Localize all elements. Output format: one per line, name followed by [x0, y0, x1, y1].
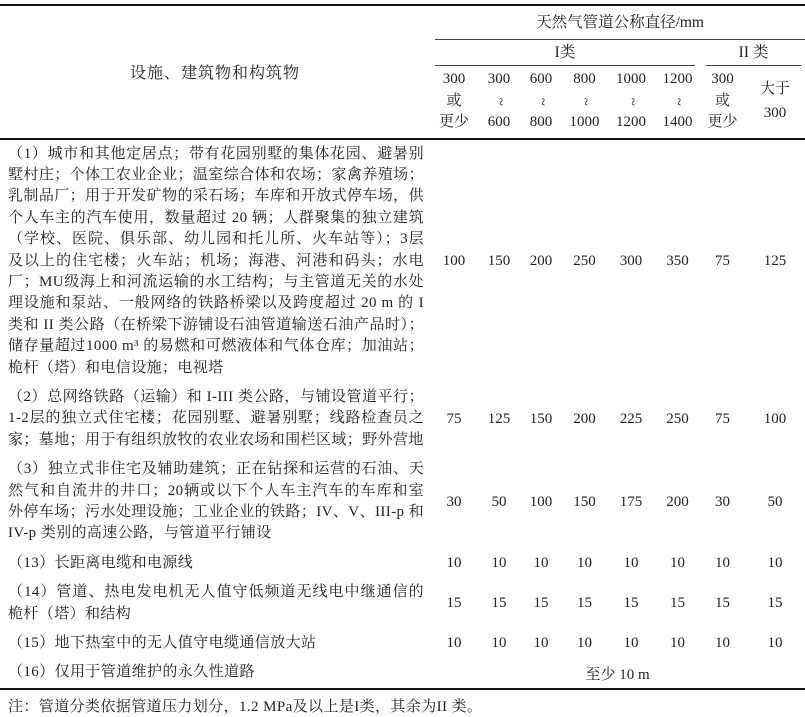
- value-cell: 225: [619, 410, 643, 427]
- subcol-800-1000: 800 ~ 1000: [562, 66, 607, 139]
- value-cell: 100: [529, 493, 553, 510]
- row-label: （3）独立式非住宅及辅助建筑；正在钻探和运营的石油、天然气和自流井的井口；20辆或以下个人车主汽车的车库和室外停车场；污水处理设施；工业企业的铁路；IV、V、III-p 和 IV-p 类别的高速公路，与管道平行铺设: [8, 461, 424, 542]
- value-cell: 10: [446, 635, 462, 652]
- value-cell: 15: [715, 595, 730, 612]
- range-tilde-icon: ~: [670, 97, 687, 106]
- row-label: （15）地下热室中的无人值守电缆通信放大站: [8, 635, 317, 652]
- value-cell: 10: [623, 635, 639, 652]
- value-cell: 125: [763, 252, 787, 269]
- value-cell: 15: [623, 595, 639, 612]
- subcol-over-300: 大于 300: [745, 66, 805, 139]
- value-cell: 10: [715, 635, 730, 652]
- value-cell: 10: [623, 555, 639, 572]
- merged-value-cell: 至少 10 m: [430, 658, 805, 688]
- pipeline-clearance-table: [0, 4, 805, 690]
- value-cell: 10: [491, 555, 507, 572]
- range-tilde-icon: ~: [491, 97, 508, 106]
- value-cell: 15: [491, 595, 507, 612]
- value-cell: 150: [487, 252, 511, 269]
- value-cell: 10: [533, 635, 549, 652]
- class2-group-header: [700, 40, 805, 66]
- value-cell: 150: [529, 410, 553, 427]
- facility-column-header: 设施、建筑物和构筑物: [0, 5, 430, 139]
- value-cell: 10: [767, 635, 783, 652]
- value-cell: 15: [670, 595, 685, 612]
- subcol-1000-1200: 1000 ~ 1200: [607, 66, 655, 139]
- row-label: （1）城市和其他定居点；带有花园别墅的集体花园、避暑别墅村庄；个体工农业企业；温室综合体和农场；家禽养殖场；乳制品厂；用于开发矿物的采石场；车库和开放式停车场，供个人车主的汽车使用，数量超过 20 辆；人群聚集的独立建筑（学校、医院、俱乐部、幼儿园和托儿所、火车站等）；3层及以上的住宅楼；火车站；机场；海港、河港和码头；水电厂；MU级海上和河流运输的水工结构；与主管道无关的水处理设施和泵站、一般网络的铁路桥梁以及跨度超过 20 m 的 I 类和 II 类公路（在桥梁下游铺设石油管道输送石油产品时）；储存量超过1000 m³ 的易燃和可燃液体和气体仓库；加油站；桅杆（塔）和电信设施；电视塔: [8, 145, 424, 376]
- subcol-300-or-less-1: 300 或 更少: [430, 66, 478, 139]
- value-cell: 250: [573, 252, 596, 269]
- value-cell: 30: [446, 493, 462, 510]
- value-cell: 10: [670, 555, 685, 572]
- class1-label: I类: [435, 40, 695, 66]
- value-cell: 10: [670, 635, 685, 652]
- value-cell: 15: [577, 595, 592, 612]
- value-cell: 15: [767, 595, 783, 612]
- value-cell: 75: [715, 410, 730, 427]
- value-cell: 30: [715, 493, 730, 510]
- table-row-1: [0, 139, 805, 383]
- value-cell: 300: [619, 252, 643, 269]
- value-cell: 200: [573, 410, 596, 427]
- table-row-15: [0, 629, 805, 658]
- value-cell: 10: [767, 555, 783, 572]
- subcol-300-600: 300 ~ 600: [478, 66, 520, 139]
- value-cell: 200: [529, 252, 553, 269]
- value-cell: 50: [767, 493, 783, 510]
- value-cell: 75: [715, 252, 730, 269]
- value-cell: 15: [533, 595, 549, 612]
- value-cell: 10: [715, 555, 730, 572]
- diameter-span-header: [430, 5, 805, 40]
- value-cell: 15: [446, 595, 462, 612]
- value-cell: 50: [491, 493, 507, 510]
- row-label: （2）总网络铁路（运输）和 I-III 类公路，与铺设管道平行；1-2层的独立式住宅楼；花园别墅、避暑别墅；线路检查员之家；墓地；用于有组织放牧的农业农场和围栏区域；野外营地: [8, 388, 424, 448]
- value-cell: 125: [487, 410, 511, 427]
- value-cell: 350: [666, 252, 689, 269]
- table-row-14: [0, 578, 805, 629]
- value-cell: 175: [619, 493, 643, 510]
- row-label: （13）长距离电缆和电源线: [8, 554, 194, 571]
- table-row-13: [0, 549, 805, 578]
- value-cell: 10: [491, 635, 507, 652]
- table-note: 注：管道分类依据管道压力划分，1.2 MPa及以上是I类，其余为II 类。: [8, 698, 483, 715]
- value-cell: 10: [446, 555, 462, 572]
- value-cell: 250: [666, 410, 689, 427]
- value-cell: 150: [573, 493, 596, 510]
- value-cell: 75: [446, 410, 462, 427]
- value-cell: 10: [577, 555, 592, 572]
- value-cell: 10: [577, 635, 592, 652]
- diameter-span-title: 天然气管道公称直径/mm: [435, 6, 805, 40]
- subcol-1200-1400: 1200 ~ 1400: [655, 66, 700, 139]
- range-tilde-icon: ~: [533, 97, 550, 106]
- range-tilde-icon: ~: [623, 97, 640, 106]
- table-row-3: [0, 455, 805, 549]
- table-row-2: [0, 383, 805, 455]
- row-label: （16）仅用于管道维护的永久性道路: [0, 658, 430, 688]
- value-cell: 10: [533, 555, 549, 572]
- value-cell: 100: [763, 410, 787, 427]
- class1-group-header: [430, 40, 700, 66]
- subcol-600-800: 600 ~ 800: [520, 66, 562, 139]
- row-label: （14）管道、热电发电机无人值守低频道无线电中继通信的桅杆（塔）和结构: [8, 584, 424, 622]
- subcol-300-or-less-2: 300 或 更少: [700, 66, 745, 139]
- class2-label: II 类: [706, 40, 801, 66]
- value-cell: 100: [442, 252, 466, 269]
- table-row-16: [0, 658, 805, 688]
- range-tilde-icon: ~: [577, 97, 594, 106]
- value-cell: 200: [666, 493, 689, 510]
